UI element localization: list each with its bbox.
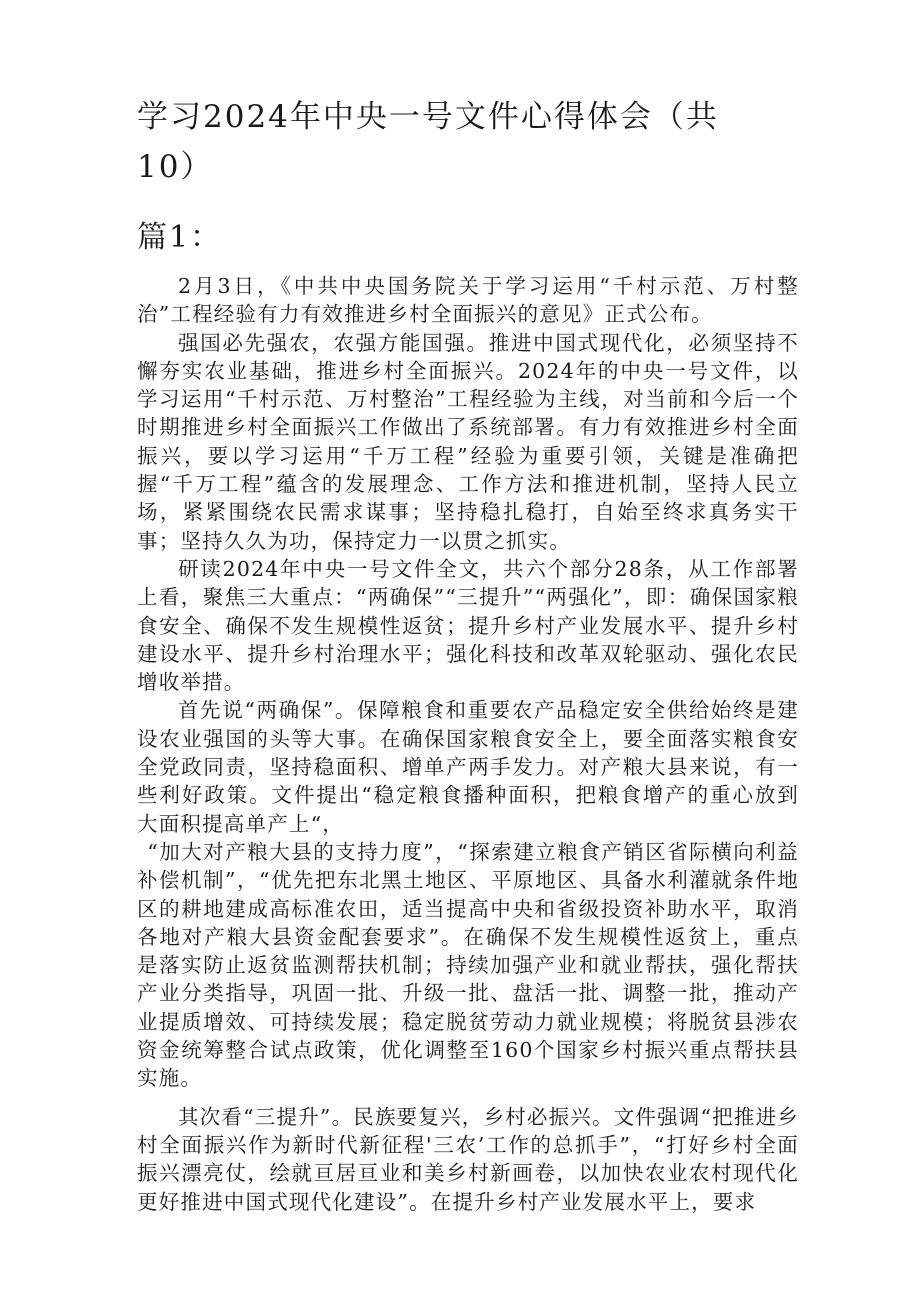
paragraph-4: 首先说“两确保”。保障粮食和重要农产品稳定安全供给始终是建设农业强国的头等大事。在确保国家粮食安全上，要全面落实粮食安全党政同责，坚持稳面积、增单产两手发力。对产粮大县来说，有一些利好政策。文件提出“稳定粮食播种面积，把粮食增产的重心放到大面积提高单产上“，: [137, 698, 799, 836]
section-heading: 篇1：: [137, 220, 223, 255]
paragraph-5: “加大对产粮大县的支持力度”，“探索建立粮食产销区省际横向利益补偿机制”，“优先把东北黑土地区、平原地区、具备水利灌就条件地区的耕地建成高标准农田，适当提高中央和省级投资补助水平，取消各地对产粮大县资金配套要求”。在确保不发生规模性返贫上，重点是落实防止返贫监测帮扶机制；持续加强产业和就业帮扶，强化帮扶产业分类指导，巩固一批、升级一批、盘活一批、调整一批，推动产业提质增效、可持续发展；稳定脱贫劳动力就业规模；将脱贫县涉农资金统筹整合试点政策，优化调整至160个国家乡村振兴重点帮扶县实施。: [137, 839, 799, 1091]
paragraph-6: 其次看“三提升”。民族要复兴，乡村必振兴。文件强调“把推进乡村全面振兴作为新时代新征程'三农’工作的总抓手”，“打好乡村全面振兴漂亮仗，绘就亘居亘业和美乡村新画卷，以加快农业农村现代化更好推进中国式现代化建设”。在提升乡村产业发展水平上，要求: [137, 1104, 799, 1214]
paragraph-1: 2月3日，《中共中央国务院关于学习运用“千村示范、万村整治”工程经验有力有效推进乡村全面振兴的意见》正式公布。: [137, 274, 799, 327]
document-title: 学习2024年中央一号文件心得体会（共10）: [137, 99, 719, 185]
document-body: [137, 272, 799, 1216]
paragraph-2: 强国必先强农，农强方能国强。推进中国式现代化，必须坚持不懈夯实农业基础，推进乡村全面振兴。2024年的中央一号文件，以学习运用“千村示范、万村整治”工程经验为主线，对当前和今后一个时期推进乡村全面振兴工作做出了系统部署。有力有效推进乡村全面振兴，要以学习运用“千万工程”经验为重要引领，关键是准确把握“千万工程”蕴含的发展理念、工作方法和推进机制，坚持人民立场，紧紧围绕农民需求谋事；坚持稳扎稳打，自始至终求真务实干事；坚持久久为功，保持定力一以贯之抓实。: [137, 330, 799, 553]
paragraph-3: 研读2024年中央一号文件全文，共六个部分28条，从工作部署上看，聚焦三大重点：“两确保”“三提升”“两强化”，即：确保国家粮食安全、确保不发生规模性返贫；提升乡村产业发展水平、提升乡村建设水平、提升乡村治理水平；强化科技和改革双轮驱动、强化农民增收举措。: [137, 556, 799, 695]
